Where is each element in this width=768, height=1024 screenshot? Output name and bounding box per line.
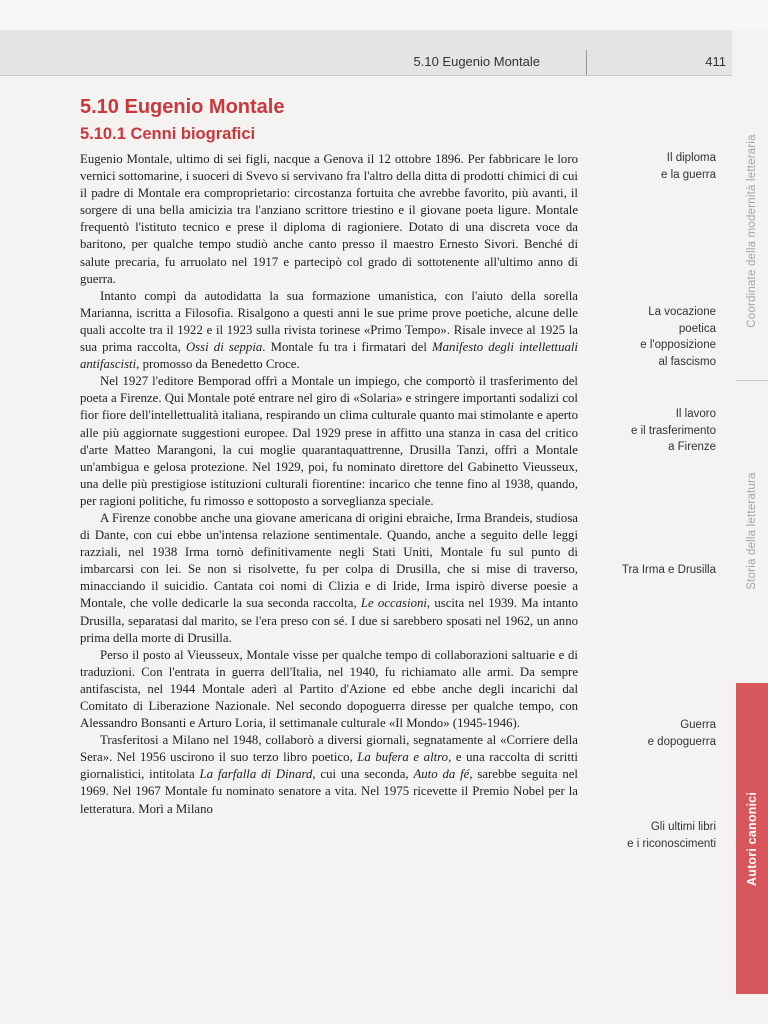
italic-title: Le occasioni <box>360 596 427 611</box>
margin-note-ultimi-libri <box>600 819 716 852</box>
paragraph <box>80 151 578 288</box>
margin-note-line: al fascismo <box>658 355 716 368</box>
text-run: Perso il posto al Vieusseux, Montale visse per qualche tempo di collaborazioni saltuarie e di traduzioni. Con l'entrata in guerra dell'Italia, nel 1940, fu richiamato alle armi. Da sempre antifascista, nel 1944 Montale aderì al Partito d'Azione ed ebbe anche degli incarichi dal Comitato di Liberazione Nazionale. Nel secondo dopoguerra diresse per qualche tempo, con Alessandro Bonsanti e Arturo Loria, il settimanale culturale «Il Mondo» (1945-1946). <box>80 647 578 731</box>
margin-note-line: a Firenze <box>668 441 716 453</box>
margin-note-line: Il lavoro <box>675 408 716 420</box>
margin-note-line: Gli ultimi libri <box>650 821 716 833</box>
text-run: Nel 1927 l'editore Bemporad offrì a Montale un impiego, che comportò il trasferimento del poeta a Firenze. Qui Montale poté entrare nel giro di «Solaria» e stringere importanti sodalizi col fior fiore dell'intellettualità italiana, respirando un clima culturale quanto mai stimolante e aperto alle più aggiornate suggestioni europee. Dal 1929 prese in affitto una stanza in casa del critico d'arte Matteo Marangoni, la cui moglie quarantaquattrenne, Drusilla Tanzi, offrì a Montale un'ambigua e gelosa protezione. Nel 1929, poi, fu nominato direttore del Gabinetto Vieusseux, una delle più prestigiose istituzioni culturali fiorentine: incarico che tenne fino al 1938, quando, per ragioni politiche, fu rimosso e sottoposto a sorveglianza speciale. <box>80 374 578 508</box>
margin-note-line: Guerra <box>680 719 716 731</box>
page-number: 411 <box>705 54 726 69</box>
header-divider <box>586 50 587 75</box>
text-run: Trasferitosi a Milano nel 1948, collaborò a diversi giornali, segnatamente al «Corriere della Sera». Nel 1956 uscirono il suo terzo libro poetico, <box>80 733 578 765</box>
paragraph <box>80 732 578 817</box>
margin-note-vocazione <box>600 304 716 370</box>
tab-autori-canonici-active[interactable] <box>736 683 768 994</box>
margin-note-line: e il trasferimento <box>630 424 716 437</box>
paragraph <box>80 373 578 510</box>
text-run: , sarebbe seguita nel 1969. Nel 1967 Montale fu nominato senatore a vita. Nel 1975 ricevette il Premio Nobel per la letteratura. Morì a Milano <box>80 767 578 816</box>
margin-note-line: e la guerra <box>661 168 716 181</box>
margin-note-line: e l'opposizione <box>640 339 716 351</box>
margin-note-line: e dopoguerra <box>647 735 716 748</box>
margin-note-line: poetica <box>678 322 716 335</box>
text-run: , uscita nel 1939. Ma intanto Drusilla, separatasi dal marito, se l'era preso con sé. I due si sarebbero sposati nel 1962, un anno prima della morte di Drusilla. <box>80 596 578 645</box>
biography-text <box>80 151 578 818</box>
text-run: . Montale fu tra i firmatari del <box>262 340 432 355</box>
italic-title: La farfalla di Dinard <box>199 767 313 782</box>
italic-title: La bufera e altro <box>357 750 449 765</box>
tab-storia-letteratura[interactable] <box>736 381 768 681</box>
tab-label: Coordinate della modernità letteraria <box>746 134 758 328</box>
italic-title: Ossi di seppia <box>185 340 263 355</box>
tab-coordinate-modernita[interactable] <box>736 82 768 381</box>
paragraph <box>80 510 578 647</box>
section-tabs <box>736 82 768 994</box>
subsection-title: 5.10.1 Cenni biografici <box>80 125 256 143</box>
margin-note-irma-drusilla <box>600 562 716 579</box>
italic-title: Auto da fé <box>413 767 470 782</box>
text-run: , cui una seconda, <box>312 767 414 782</box>
text-run: A Firenze conobbe anche una giovane americana di origini ebraiche, Irma Brandeis, studiosa di Dante, con cui ebbe un'intensa relazione sentimentale. Quando, anche a seguito delle leggi razziali, nel 1938 Irma tornò definitivamente negli Stati Uniti, Montale fu sul punto di imbarcarsi con lei. Se non si risolvette, fu per colpa di Drusilla, che si mise di traverso, minacciando il suicidio. Cantata coi nomi di Clizia e di Iride, Irma ispirò diverse poesie a Montale, che volle dedicarle la sua seconda raccolta, <box>80 510 578 611</box>
text-run: , e una raccolta di scritti giornalistici, intitolata <box>80 750 578 782</box>
text-run: , promosso da Benedetto Croce. <box>136 357 300 372</box>
top-band <box>0 0 768 30</box>
margin-note-lavoro <box>600 406 716 456</box>
italic-title: Manifesto degli intellettuali antifascisti <box>80 340 578 372</box>
text-run: Intanto compì da autodidatta la sua formazione umanistica, con l'aiuto della sorella Marianna, iscritta a Filosofia. Risalgono a questi anni le sue prime prove poetiche, alcune delle quali accolte tra il 1922 e il 1923 sulla rivista torinese «Primo Tempo». Risale invece al 1925 la sua prima raccolta, <box>80 288 578 355</box>
paragraph <box>80 288 578 373</box>
margin-note-guerra <box>600 717 716 750</box>
margin-note-line: Tra Irma e Drusilla <box>621 564 716 576</box>
tab-label: Autori canonici <box>745 791 759 886</box>
margin-note-line: e i riconoscimenti <box>627 837 716 850</box>
tab-label: Storia della letteratura <box>746 472 758 590</box>
margin-note-diploma <box>600 150 716 183</box>
margin-note-line: La vocazione <box>648 306 716 318</box>
page-header <box>0 30 732 76</box>
margin-note-line: Il diploma <box>666 152 716 164</box>
running-title: 5.10 Eugenio Montale <box>413 54 540 69</box>
paragraph <box>80 647 578 732</box>
section-title: 5.10 Eugenio Montale <box>80 96 285 118</box>
text-run: Eugenio Montale, ultimo di sei figli, nacque a Genova il 12 ottobre 1896. Per fabbricare le loro vernici sottomarine, i suoceri di Svevo si servivano fra l'altro della ditta di prodotti chimici di cui il padre di Montale era comproprietario: circostanza fortuita che avrebbe favorito, più avanti, il sorgere di una bella amicizia tra l'anziano scrittore triestino e il giovane poeta ligure. Montale frequentò l'istituto tecnico e prese il diploma di ragioniere. Dotato di una discreta voce da baritono, per qualche tempo studiò anche canto presso il maestro Ernesto Sivori. Benché di salute precaria, fu arruolato nel 1917 e partecipò col grado di sottotenente all'ultimo anno di guerra. <box>80 152 578 286</box>
